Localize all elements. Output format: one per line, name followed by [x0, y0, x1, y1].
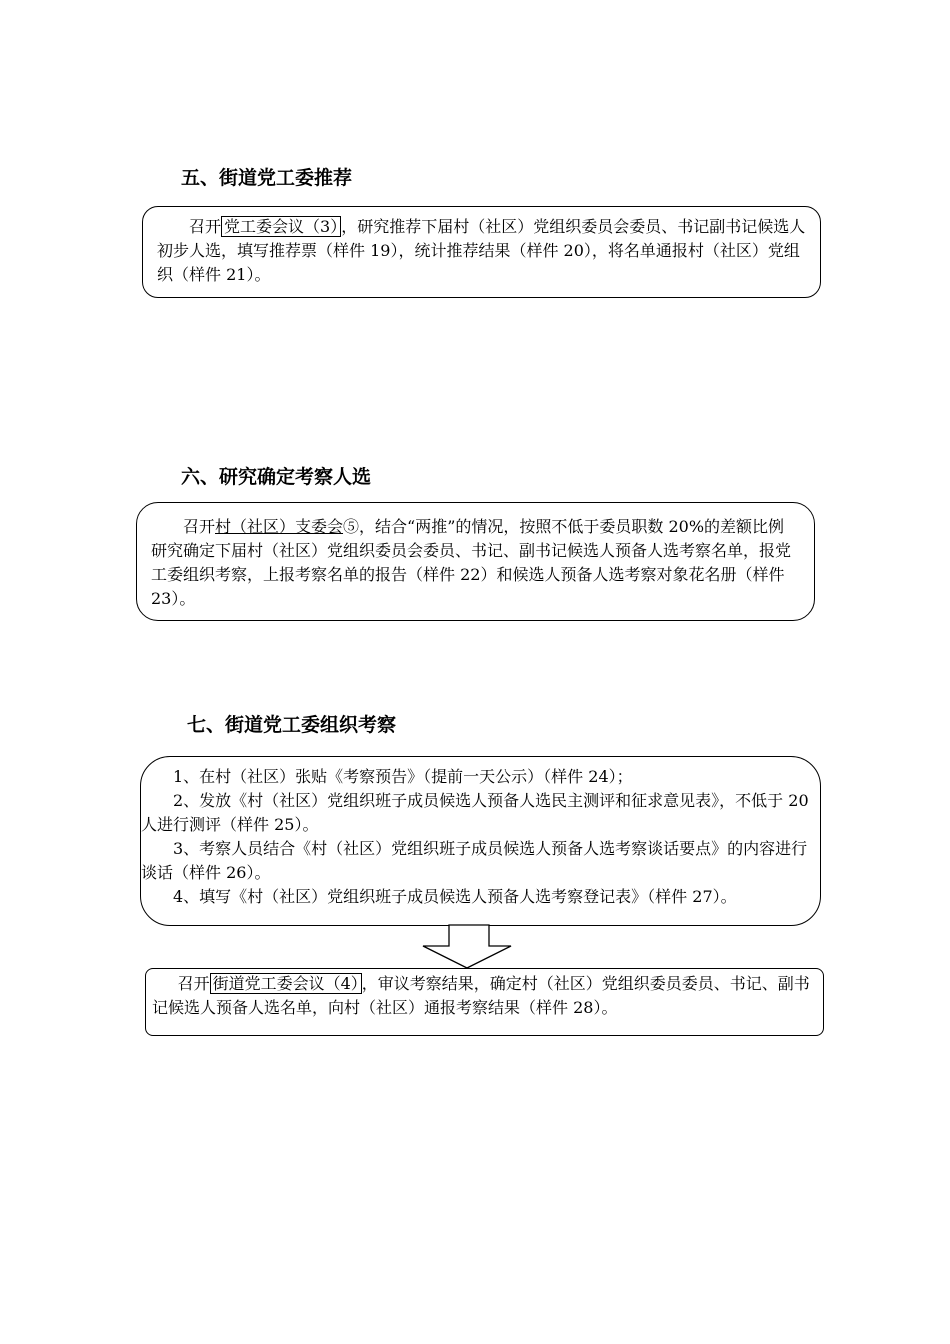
section7-result-text-before: 召开: [177, 974, 210, 993]
section5-text-after: ，研究推荐下届村（社区）党组织委员会委员、书记副书记候选人初步人选，填写推荐票（样件 19），统计推荐结果（样件 20），将名单通报村（社区）党组织（样件 21）。: [157, 217, 806, 284]
section6-heading: 六、研究确定考察人选: [181, 466, 372, 488]
down-arrow-icon: [419, 924, 515, 970]
section6-committee-link[interactable]: 村（社区）支委会: [215, 517, 344, 536]
section6-text-before: 召开: [183, 517, 216, 536]
section7-steps-box: [140, 756, 821, 926]
section7-step-1: 1、在村（社区）张贴《考察预告》（提前一天公示）（样件 24）；: [173, 767, 633, 786]
section5-heading: 五、街道党工委推荐: [181, 167, 353, 189]
section7-heading: 七、街道党工委组织考察: [187, 714, 397, 736]
section7-step-4: 4、填写《村（社区）党组织班子成员候选人预备人选考察登记表》（样件 27）。: [173, 887, 737, 906]
section5-text-before: 召开: [189, 217, 222, 236]
section7-result-box: [145, 968, 824, 1036]
section7-step-2: 2、发放《村（社区）党组织班子成员候选人预备人选民主测评和征求意见表》，不低于 20 人进行测评（样件 25）。: [141, 791, 809, 834]
section7-result-text-after: ，审议考察结果，确定村（社区）党组织委员委员、书记、副书记候选人预备人选名单，向村（社区）通报考察结果（样件 28）。: [152, 974, 810, 1017]
section5-meeting-link[interactable]: 党工委会议（3）: [221, 216, 341, 237]
section6-box: [136, 502, 815, 621]
section7-step-3: 3、考察人员结合《村（社区）党组织班子成员候选人预备人选考察谈话要点》的内容进行谈话（样件 26）。: [141, 839, 808, 882]
section5-paragraph: [157, 215, 806, 287]
section6-circled-number: ⑤: [343, 517, 360, 536]
section6-text-after: ，结合“两推”的情况，按照不低于委员职数 20%的差额比例研究确定下届村（社区）党组织委员会委员、书记、副书记候选人预备人选考察名单，报党工委组织考察，上报考察名单的报告（样件 22）和候选人预备人选考察对象花名册（样件 23）。: [151, 517, 792, 608]
section7-meeting-link[interactable]: 街道党工委会议（4）: [210, 973, 362, 994]
section6-paragraph: [151, 515, 800, 611]
section7-result-paragraph: [152, 972, 817, 1020]
section5-box: [142, 206, 821, 298]
